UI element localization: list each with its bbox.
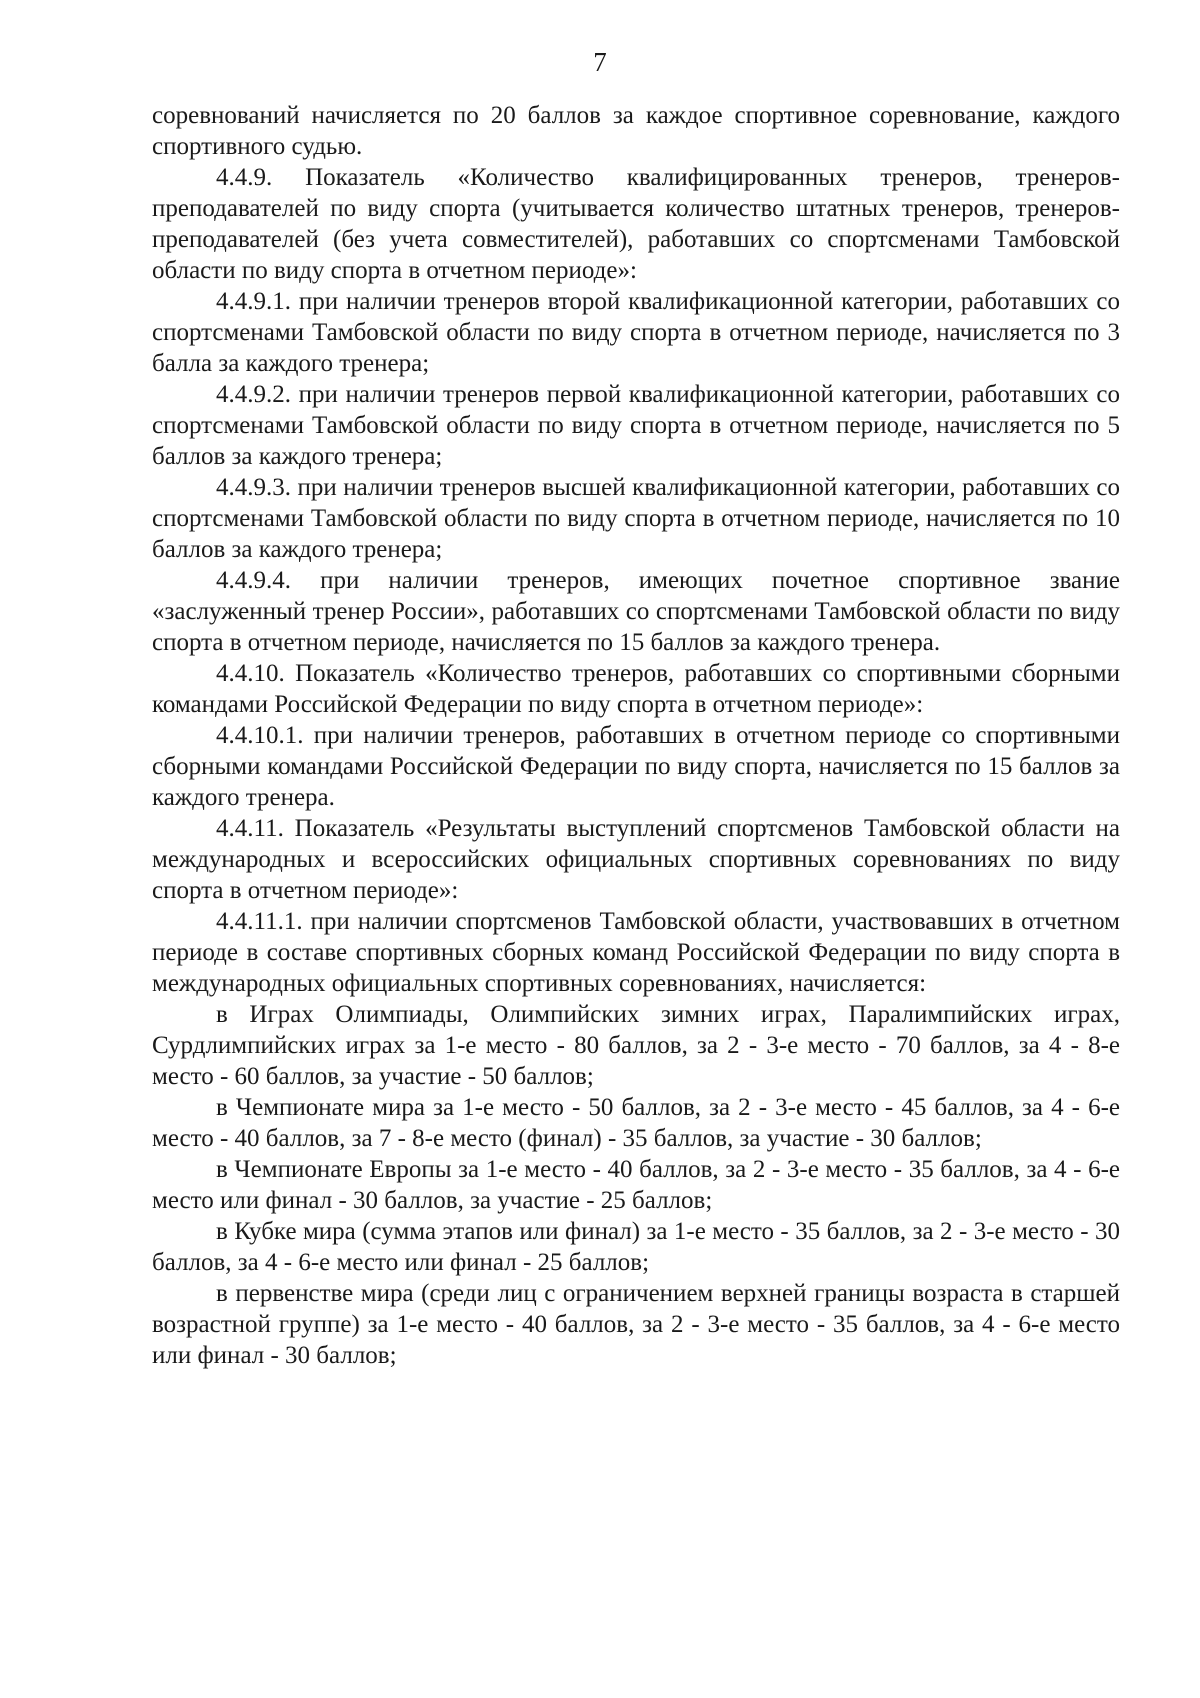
paragraph: 4.4.9.4. при наличии тренеров, имеющих почетное спортивное звание «заслуженный тренер России», работавших со спортсменами Тамбовской области по виду спорта в отчетном периоде, начисляется по 15 баллов за каждого тренера. (152, 567, 1120, 656)
paragraph: 4.4.9.3. при наличии тренеров высшей квалификационной категории, работавших со спортсменами Тамбовской области по виду спорта в отчетном периоде, начисляется по 10 баллов за каждого тренера; (152, 474, 1120, 563)
paragraph: 4.4.11. Показатель «Результаты выступлений спортсменов Тамбовской области на международных и всероссийских официальных спортивных соревнованиях по виду спорта в отчетном периоде»: (152, 815, 1120, 904)
paragraph: в Чемпионате Европы за 1-е место - 40 баллов, за 2 - 3-е место - 35 баллов, за 4 - 6-е место или финал - 30 баллов, за участие - 25 баллов; (152, 1156, 1120, 1214)
paragraph: в первенстве мира (среди лиц с ограничением верхней границы возраста в старшей возрастной группе) за 1-е место - 40 баллов, за 2 - 3-е место - 35 баллов, за 4 - 6-е место или финал - 30 баллов; (152, 1280, 1120, 1369)
page-number: 7 (593, 47, 607, 77)
document-body (152, 100, 1120, 1371)
paragraph: в Кубке мира (сумма этапов или финал) за 1-е место - 35 баллов, за 2 - 3-е место - 30 баллов, за 4 - 6-е место или финал - 25 баллов; (152, 1218, 1120, 1276)
paragraph: 4.4.9.1. при наличии тренеров второй квалификационной категории, работавших со спортсменами Тамбовской области по виду спорта в отчетном периоде, начисляется по 3 балла за каждого тренера; (152, 288, 1120, 377)
paragraph: в Чемпионате мира за 1-е место - 50 баллов, за 2 - 3-е место - 45 баллов, за 4 - 6-е место - 40 баллов, за 7 - 8-е место (финал) - 35 баллов, за участие - 30 баллов; (152, 1094, 1120, 1152)
paragraph: 4.4.10.1. при наличии тренеров, работавших в отчетном периоде со спортивными сборными командами Российской Федерации по виду спорта, начисляется по 15 баллов за каждого тренера. (152, 722, 1120, 811)
paragraph: 4.4.9. Показатель «Количество квалифицированных тренеров, тренеров-преподавателей по виду спорта (учитывается количество штатных тренеров, тренеров-преподавателей (без учета совместителей), работавших со спортсменами Тамбовской области по виду спорта в отчетном периоде»: (152, 164, 1120, 284)
paragraph: 4.4.11.1. при наличии спортсменов Тамбовской области, участвовавших в отчетном периоде в составе спортивных сборных команд Российской Федерации по виду спорта в международных официальных спортивных соревнованиях, начисляется: (152, 908, 1120, 997)
paragraph: в Играх Олимпиады, Олимпийских зимних играх, Паралимпийских играх, Сурдлимпийских играх за 1-е место - 80 баллов, за 2 - 3-е место - 70 баллов, за 4 - 8-е место - 60 баллов, за участие - 50 баллов; (152, 1001, 1120, 1090)
paragraph: 4.4.10. Показатель «Количество тренеров, работавших со спортивными сборными командами Российской Федерации по виду спорта в отчетном периоде»: (152, 660, 1120, 718)
paragraph: 4.4.9.2. при наличии тренеров первой квалификационной категории, работавших со спортсменами Тамбовской области по виду спорта в отчетном периоде, начисляется по 5 баллов за каждого тренера; (152, 381, 1120, 470)
paragraph: соревнований начисляется по 20 баллов за каждое спортивное соревнование, каждого спортивного судью. (152, 102, 1120, 160)
